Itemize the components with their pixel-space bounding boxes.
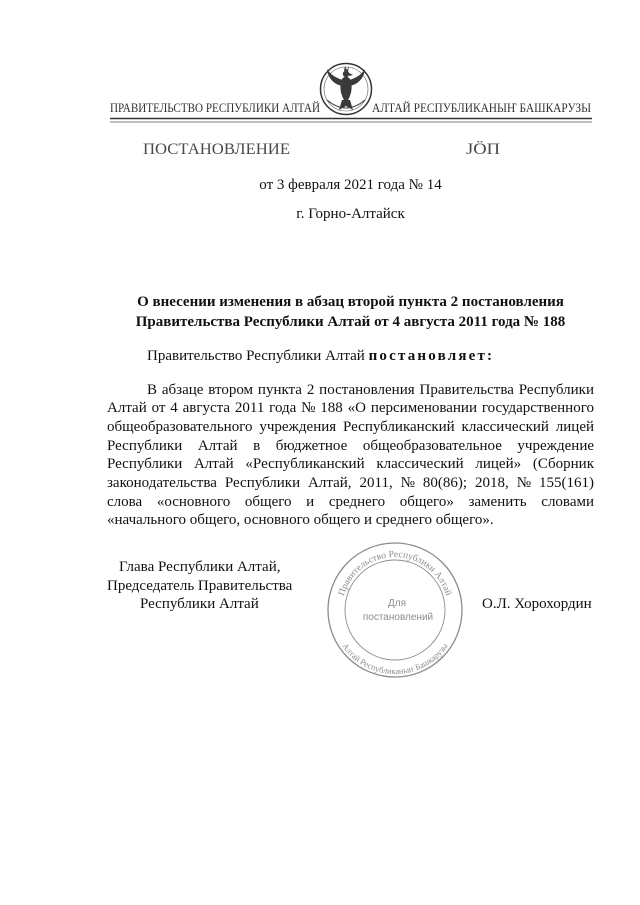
stamp-bottom-ring [340,641,450,676]
emblem-head [343,71,349,77]
document-title-line: О внесении изменения в абзац второй пункта 2 постановления [137,294,564,310]
stamp-top-ring-text: Правительство Республики Алтай [337,549,453,598]
preamble-text: Правительство Республики Алтай [147,348,365,364]
signatory-name: О.Л. Хорохордин [482,596,592,612]
body-line: Республики Алтай «Республиканский классический лицей» (Сборник [107,456,594,473]
body-line: законодательства Республики Алтай, 2011, № 80(86); 2018, № 155(161) [107,475,594,491]
stamp-center-line: постановлений [362,612,434,623]
preamble-action: постановляет: [368,348,495,364]
official-stamp [320,535,470,685]
stamp-bottom-ring-text: Алтай Республиканыҥ Башкарузы [340,641,450,677]
emblem-griffin [327,66,365,110]
emblem-body [340,77,351,103]
body-line: Республики Алтай в бюджетное общеобразовательное учреждение [107,437,594,454]
body-line: общеобразовательного учреждения Республиканский классический лицей [107,418,594,435]
stamp-center-line: Для [387,598,407,609]
preamble [147,347,494,366]
body-line-last: «начального общего, основного общего и среднего общего». [107,512,494,529]
emblem-beak [349,73,353,76]
document-type-ru: ПОСТАНОВЛЕНИЕ [143,141,290,158]
letterhead [0,0,640,165]
signatory-position-line: Председатель Правительства [107,578,293,594]
stamp-outer-ring [328,543,462,677]
letterhead-left-title: ПРАВИТЕЛЬСТВО РЕСПУБЛИКИ АЛТАЙ [110,100,320,115]
letterhead-right-title: АЛТАЙ РЕСПУБЛИКАНЫҤ БАШКАРУЗЫ [372,100,591,115]
document-date-number: от 3 февраля 2021 года № 14 [259,177,442,193]
body-line: слова «основного общего и среднего общего» заменить словами [107,493,594,510]
signatory-position-line: Глава Республики Алтай, [119,559,281,575]
document-city: г. Горно-Алтайск [296,206,405,222]
coat-of-arms-emblem [321,64,372,115]
signatory-position-line: Республики Алтай [140,596,259,612]
body-line: В абзаце втором пункта 2 постановления Правительства Республики [147,381,594,398]
document-title-line: Правительства Республики Алтай от 4 августа 2011 года № 188 [135,314,566,330]
emblem-right-wing [349,69,365,86]
body-line: Алтай от 4 августа 2011 года № 188 «О персименовании государственного [107,400,594,417]
document-type-alt: ЈӦП [466,141,496,158]
stamp-inner-ring [345,560,445,660]
emblem-left-wing [327,69,343,86]
